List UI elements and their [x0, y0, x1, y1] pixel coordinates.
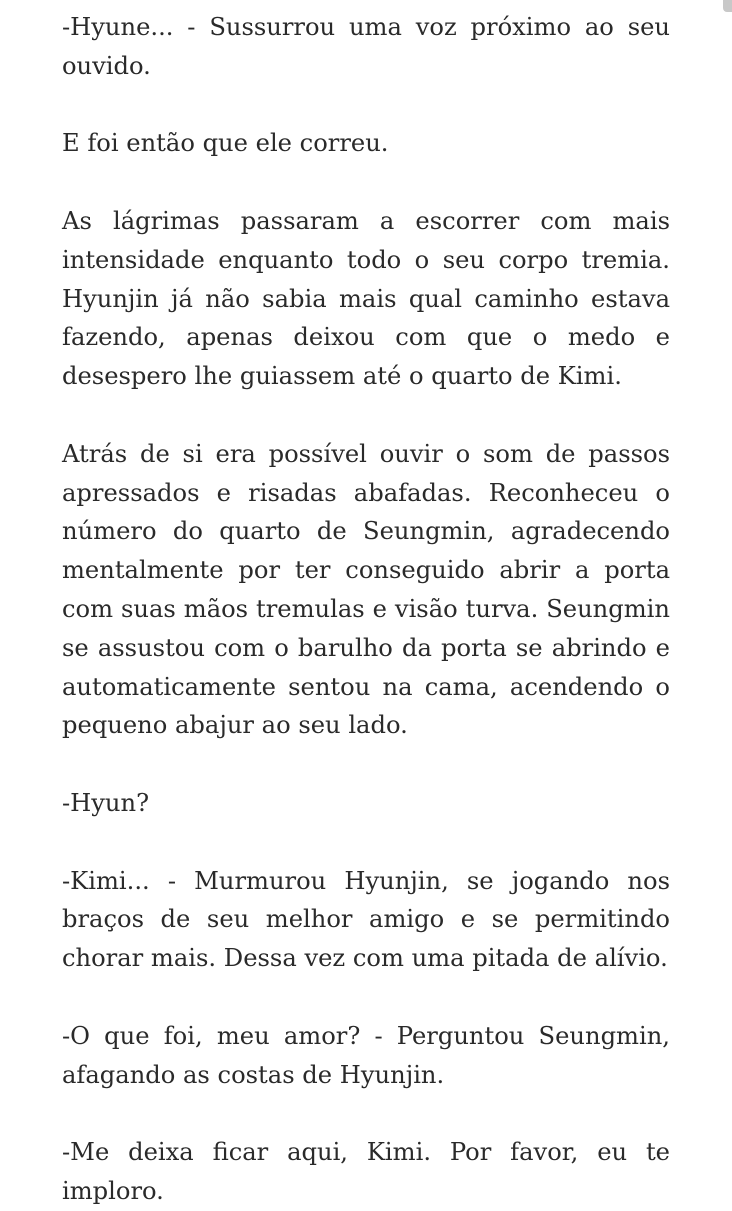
paragraph: -Me deixa ficar aqui, Kimi. Por favor, eu te imploro. — [62, 1138, 670, 1205]
paragraph: E foi então que ele correu. — [62, 129, 389, 158]
paragraph: Atrás de si era possível ouvir o som de passos apressados e risadas abafadas. Reconheceu o número do quarto de Seungmin, agradecendo mentalmente por ter conseguido abrir a porta com suas mãos tremulas e visão turva. Seungmin se assustou com o barulho da porta se abrindo e automaticamente sentou na cama, acendendo o pequeno abajur ao seu lado. — [62, 439, 670, 740]
scroll-indicator[interactable] — [723, 0, 732, 12]
paragraph: -Hyun? — [62, 788, 150, 817]
paragraph: -Hyune... - Sussurrou uma voz próximo ao seu ouvido. — [62, 13, 670, 80]
paragraph: -Kimi... - Murmurou Hyunjin, se jogando nos braços de seu melhor amigo e se permitindo chorar mais. Dessa vez com uma pitada de alívio. — [62, 866, 670, 973]
paragraph: As lágrimas passaram a escorrer com mais intensidade enquanto todo o seu corpo tremia. Hyunjin já não sabia mais qual caminho estava fazendo, apenas deixou com que o medo e desespero lhe guiassem até o quarto de Kimi. — [62, 206, 670, 391]
paragraph: -O que foi, meu amor? - Perguntou Seungmin, afagando as costas de Hyunjin. — [62, 1021, 670, 1089]
story-text — [62, 8, 670, 1211]
